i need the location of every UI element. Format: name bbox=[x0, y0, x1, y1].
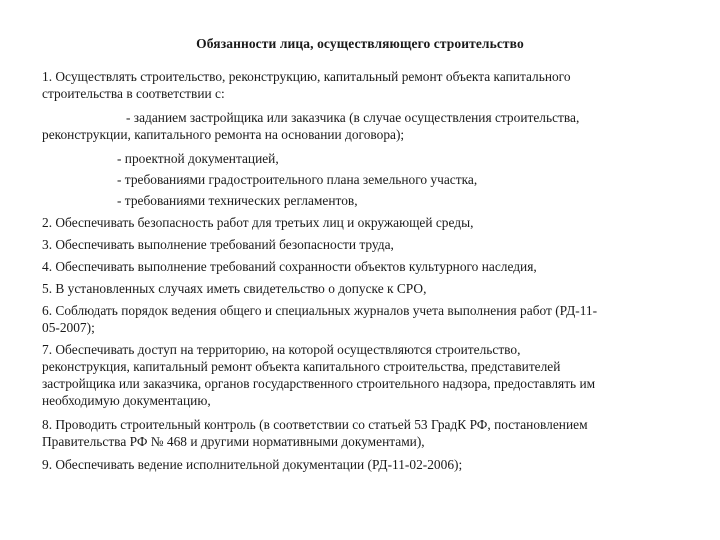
text-line-1: 1. Осуществлять строительство, реконструкцию, капитальный ремонт объекта капитального bbox=[42, 69, 571, 84]
text-line-9: 3. Обеспечивать выполнение требований безопасности труда, bbox=[42, 237, 394, 252]
text-line-5: - проектной документацией, bbox=[117, 151, 279, 166]
text-line-2: строительства в соответствии с: bbox=[42, 86, 225, 101]
text-line-13: 05-2007); bbox=[42, 320, 95, 335]
text-line-7: - требованиями технических регламентов, bbox=[117, 193, 358, 208]
text-line-8: 2. Обеспечивать безопасность работ для третьих лиц и окружающей среды, bbox=[42, 215, 474, 230]
text-line-17: необходимую документацию, bbox=[42, 393, 211, 408]
document-title: Обязанности лица, осуществляющего строительство bbox=[196, 36, 524, 51]
text-line-11: 5. В установленных случаях иметь свидетельство о допуске к СРО, bbox=[42, 281, 427, 296]
text-line-10: 4. Обеспечивать выполнение требований сохранности объектов культурного наследия, bbox=[42, 259, 537, 274]
text-line-15: реконструкция, капитальный ремонт объекта капитального строительства, представителей bbox=[42, 359, 561, 374]
text-line-19: Правительства РФ № 468 и другими нормативными документами), bbox=[42, 434, 425, 449]
text-line-16: застройщика или заказчика, органов государственного строительного надзора, предоставлять им bbox=[42, 376, 596, 391]
text-line-6: - требованиями градостроительного плана земельного участка, bbox=[117, 172, 478, 187]
text-line-12: 6. Соблюдать порядок ведения общего и специальных журналов учета выполнения работ (РД-11- bbox=[42, 303, 598, 318]
text-line-14: 7. Обеспечивать доступ на территорию, на которой осуществляются строительство, bbox=[42, 342, 521, 357]
text-line-4: реконструкции, капитального ремонта на основании договора); bbox=[42, 127, 405, 142]
text-line-18: 8. Проводить строительный контроль (в соответствии со статьей 53 ГрадК РФ, постановлением bbox=[42, 417, 588, 432]
text-line-3: - заданием застройщика или заказчика (в случае осуществления строительства, bbox=[126, 110, 580, 125]
text-line-20: 9. Обеспечивать ведение исполнительной документации (РД-11-02-2006); bbox=[42, 457, 463, 472]
